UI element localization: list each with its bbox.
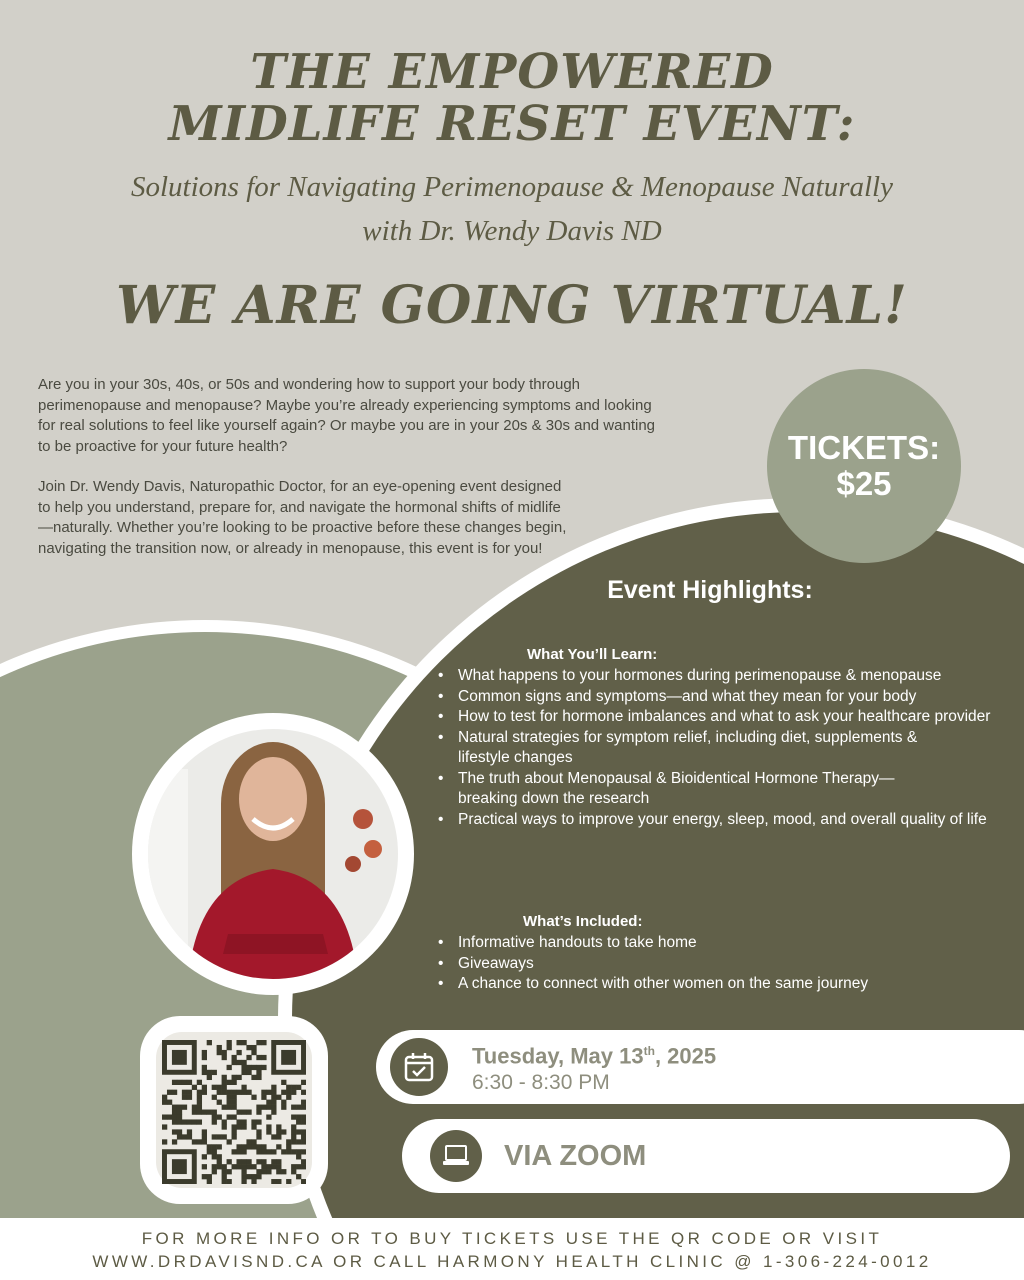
location-text: VIA ZOOM	[504, 1139, 647, 1172]
footer	[0, 1218, 1024, 1280]
list-item: • What happens to your hormones during perimenopause & menopause	[438, 666, 991, 687]
footer-line-2: WWW.DRDAVISND.CA OR CALL HARMONY HEALTH CLINIC @ 1-306-224-0012	[92, 1252, 932, 1271]
footer-line-1: FOR MORE INFO OR TO BUY TICKETS USE THE QR CODE OR VISIT	[141, 1229, 883, 1248]
doctor-photo-frame	[132, 713, 414, 995]
list-item: • How to test for hormone imbalances and what to ask your healthcare provider	[438, 707, 991, 728]
list-item: • The truth about Menopausal & Bioidentical Hormone Therapy—breaking down the research	[438, 769, 991, 810]
list-item: • A chance to connect with other women on the same journey	[438, 974, 991, 995]
qr-code[interactable]	[162, 1040, 306, 1184]
list-item: • Natural strategies for symptom relief, including diet, supplements & lifestyle changes	[438, 728, 991, 769]
learn-heading: What You’ll Learn:	[527, 646, 658, 663]
event-highlights-title: Event Highlights:	[607, 576, 813, 604]
date-pill	[376, 1030, 1024, 1104]
zoom-pill	[402, 1119, 1010, 1193]
event-title-line1: THE EMPOWERED	[250, 44, 774, 100]
tickets-price: $25	[836, 465, 892, 502]
intro-text	[38, 375, 658, 579]
laptop-icon	[430, 1130, 482, 1182]
event-year: , 2025	[654, 1043, 717, 1069]
event-time: 6:30 - 8:30 PM	[472, 1071, 610, 1095]
calendar-icon	[390, 1038, 448, 1096]
date-suffix: th	[643, 1043, 655, 1058]
date-text	[472, 1038, 716, 1096]
tickets-label: TICKETS:	[787, 429, 941, 466]
list-item: • Informative handouts to take home	[438, 933, 991, 954]
included-heading: What’s Included:	[523, 913, 643, 930]
virtual-banner: WE ARE GOING VIRTUAL!	[116, 275, 908, 336]
event-title-line2: MIDLIFE RESET EVENT:	[168, 96, 856, 152]
event-date: Tuesday, May 13	[472, 1043, 644, 1069]
subtitle-line1: Solutions for Navigating Perimenopause & Menopause Naturally	[130, 171, 893, 203]
included-list	[438, 933, 991, 995]
intro-paragraph-1: Are you in your 30s, 40s, or 50s and wondering how to support your body through perimenopause and menopause? Maybe you’re already experiencing symptoms and looking for real solutions to feel like yourself again? Or maybe you are in your 20s & 30s and wanting to be proactive for your future health?	[38, 376, 656, 455]
intro-paragraph-2: Join Dr. Wendy Davis, Naturopathic Doctor, for an eye-opening event designed to help you understand, prepare for, and navigate the hormonal shifts of midlife—naturally. Whether you’re looking to be proactive before these changes begin, navigating the transition now, or already in menopause, this event is for you!	[38, 478, 567, 557]
list-item: • Common signs and symptoms—and what they mean for your body	[438, 687, 991, 708]
qr-code-frame[interactable]	[140, 1016, 328, 1204]
subtitle-line2: with Dr. Wendy Davis ND	[362, 215, 662, 247]
doctor-photo	[148, 729, 398, 979]
list-item: • Giveaways	[438, 954, 991, 975]
list-item: • Practical ways to improve your energy, sleep, mood, and overall quality of life	[438, 810, 991, 831]
tickets-badge	[767, 369, 961, 563]
learn-list	[438, 666, 991, 830]
